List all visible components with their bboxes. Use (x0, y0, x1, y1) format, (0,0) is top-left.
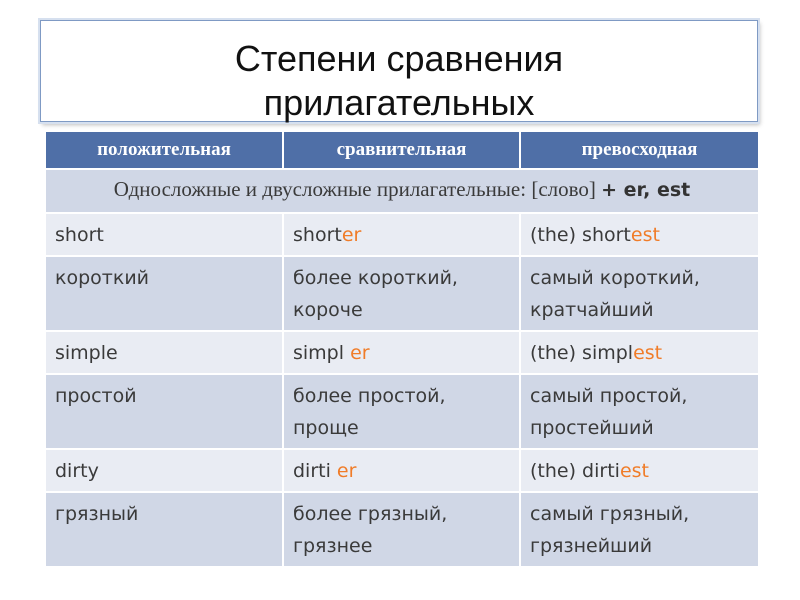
superlative-cell (520, 331, 758, 374)
superlative-stem: (the) short (530, 224, 631, 246)
rule-row (46, 169, 758, 213)
comparative-cell: более короткий, короче (283, 256, 520, 331)
comparative-stem: simpl (293, 342, 351, 364)
table-header-row (46, 132, 758, 169)
header-positive: положительная (46, 132, 283, 169)
rule-text: Односложные и двусложные прилагательные: [слово] (113, 177, 602, 201)
comparative-cell: более простой, проще (283, 374, 520, 449)
positive-cell: короткий (46, 256, 283, 331)
comparative-cell (283, 449, 520, 492)
superlative-suffix: est (619, 460, 649, 482)
superlative-cell: самый короткий, кратчайший (520, 256, 758, 331)
positive-cell: simple (46, 331, 283, 374)
positive-cell: грязный (46, 492, 283, 567)
table-row (46, 331, 758, 374)
superlative-cell: самый простой, простейший (520, 374, 758, 449)
table-row (46, 213, 758, 256)
title-box (40, 20, 758, 122)
rule-suffixes: + er, est (601, 179, 691, 201)
comparative-cell: более грязный, грязнее (283, 492, 520, 567)
header-superlative: превосходная (520, 132, 758, 169)
comparative-stem: dirti (293, 460, 337, 482)
positive-cell: short (46, 213, 283, 256)
superlative-suffix: est (633, 342, 663, 364)
superlative-cell (520, 213, 758, 256)
comparative-suffix: er (341, 224, 362, 246)
superlative-cell (520, 449, 758, 492)
table-row (46, 374, 758, 449)
comparative-suffix: er (350, 342, 370, 364)
slide-title: Степени сравнения прилагательных (234, 38, 564, 123)
comparative-stem: short (293, 224, 342, 246)
table-row (46, 449, 758, 492)
comparative-suffix: er (336, 460, 357, 482)
positive-cell: dirty (46, 449, 283, 492)
comparative-cell (283, 213, 520, 256)
superlative-stem: (the) dirti (530, 460, 620, 482)
table-row (46, 492, 758, 567)
comparison-table (46, 132, 758, 568)
rule-cell (46, 169, 758, 213)
positive-cell: простой (46, 374, 283, 449)
superlative-suffix: est (630, 224, 660, 246)
superlative-stem: (the) simpl (530, 342, 634, 364)
table-row (46, 256, 758, 331)
superlative-cell: самый грязный, грязнейший (520, 492, 758, 567)
header-comparative: сравнительная (283, 132, 520, 169)
comparative-cell (283, 331, 520, 374)
